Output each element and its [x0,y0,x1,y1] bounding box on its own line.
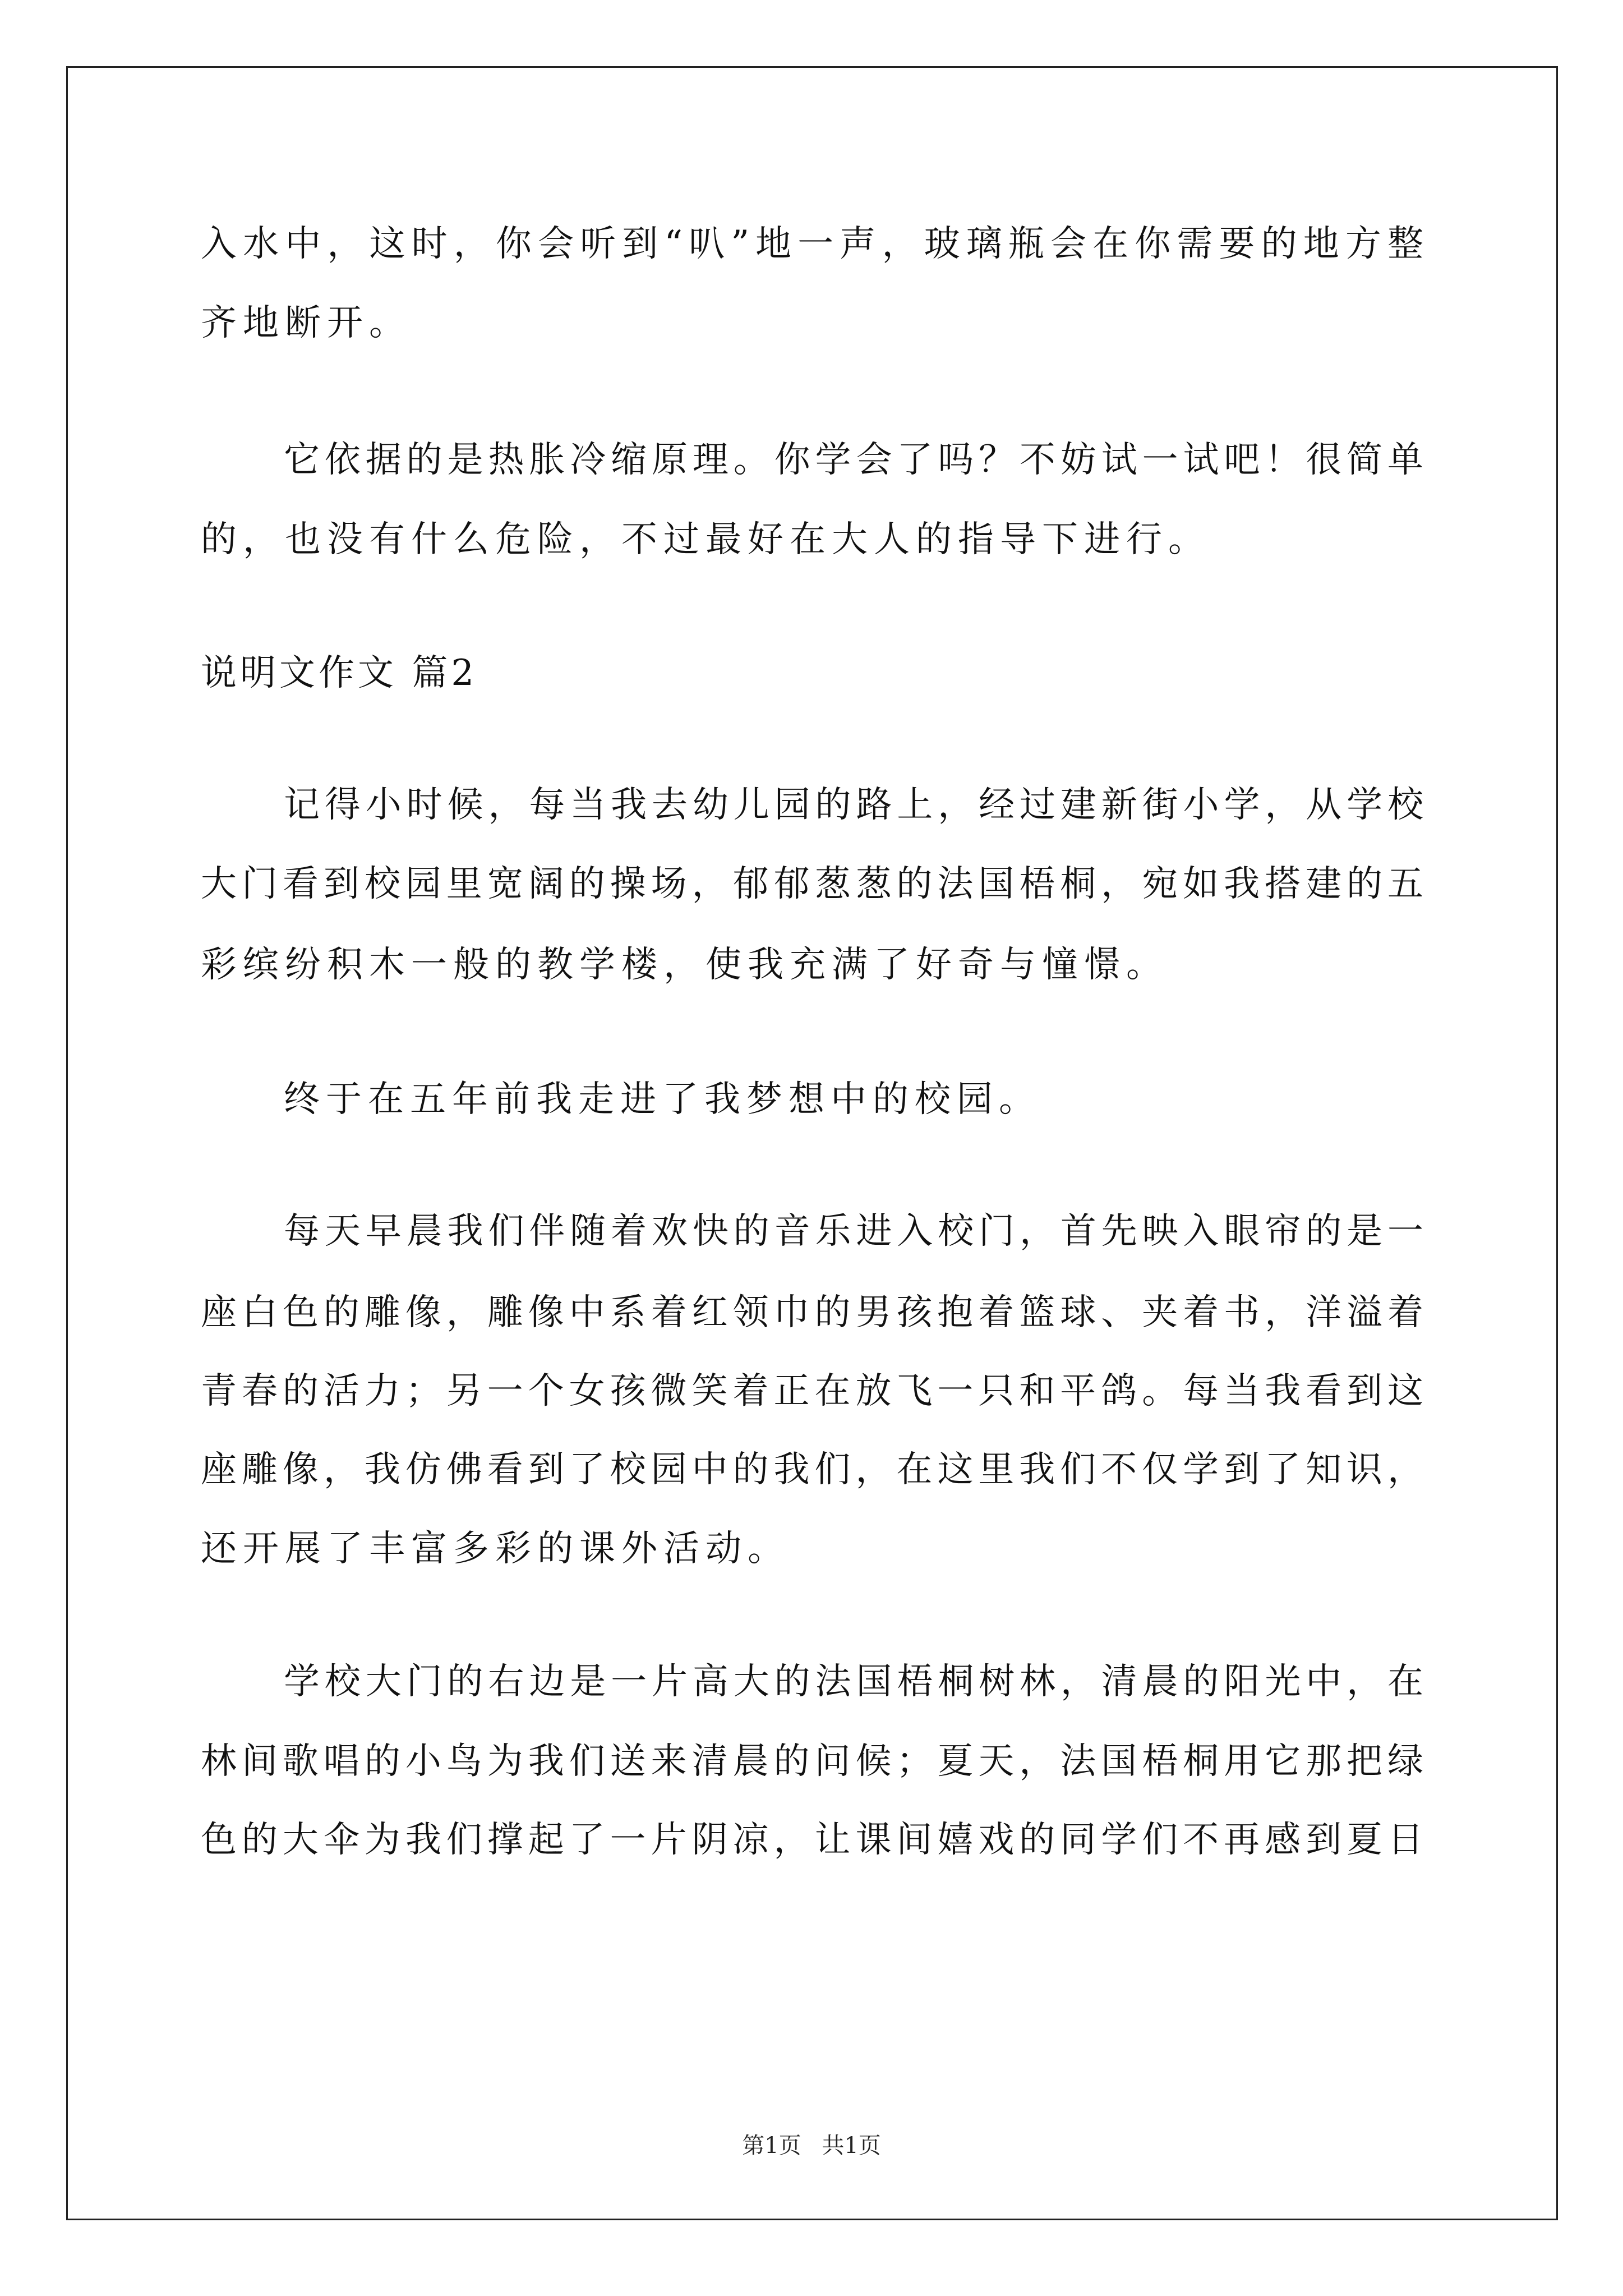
paragraph-line: 齐地断开。 [201,302,411,344]
paragraph-line: 座白色的雕像，雕像中系着红领巾的男孩抱着篮球、夹着书，洋溢着 [201,1292,1423,1333]
page-footer [0,2132,1623,2160]
paragraph-line: 座雕像，我仿佛看到了校园中的我们，在这里我们不仅学到了知识， [201,1449,1423,1490]
paragraph-line: 学校大门的右边是一片高大的法国梧桐树林，清晨的阳光中，在 [284,1661,1423,1703]
paragraph-line: 每天早晨我们伴随着欢快的音乐进入校门，首先映入眼帘的是一 [284,1211,1423,1252]
paragraph-line: 记得小时候，每当我去幼儿园的路上，经过建新街小学，从学校 [284,784,1423,826]
paragraph-line: 青春的活力；另一个女孩微笑着正在放飞一只和平鸽。每当我看到这 [201,1370,1423,1412]
paragraph-line: 终于在五年前我走进了我梦想中的校园。 [284,1079,1041,1120]
page-number: 第1页 [742,2133,801,2159]
paragraph-line: 林间歌唱的小鸟为我们送来清晨的问候；夏天，法国梧桐用它那把绿 [201,1741,1423,1782]
section-heading: 说明文作文 篇2 [201,652,478,694]
paragraph-line: 它依据的是热胀冷缩原理。你学会了吗？不妨试一试吧！很简单 [284,439,1423,481]
paragraph-line: 色的大伞为我们撑起了一片阴凉，让课间嬉戏的同学们不再感到夏日 [201,1819,1423,1861]
paragraph-line: 入水中，这时，你会听到“叭”地一声，玻璃瓶会在你需要的地方整 [201,223,1423,265]
paragraph-line: 大门看到校园里宽阔的操场，郁郁葱葱的法国梧桐，宛如我搭建的五 [201,863,1423,905]
page-total: 共1页 [822,2133,881,2159]
paragraph-line: 的，也没有什么危险，不过最好在大人的指导下进行。 [201,519,1210,560]
page-border [66,66,1558,2220]
paragraph-line: 彩缤纷积木一般的教学楼，使我充满了好奇与憧憬。 [201,944,1168,986]
paragraph-line: 还开展了丰富多彩的课外活动。 [201,1528,790,1570]
